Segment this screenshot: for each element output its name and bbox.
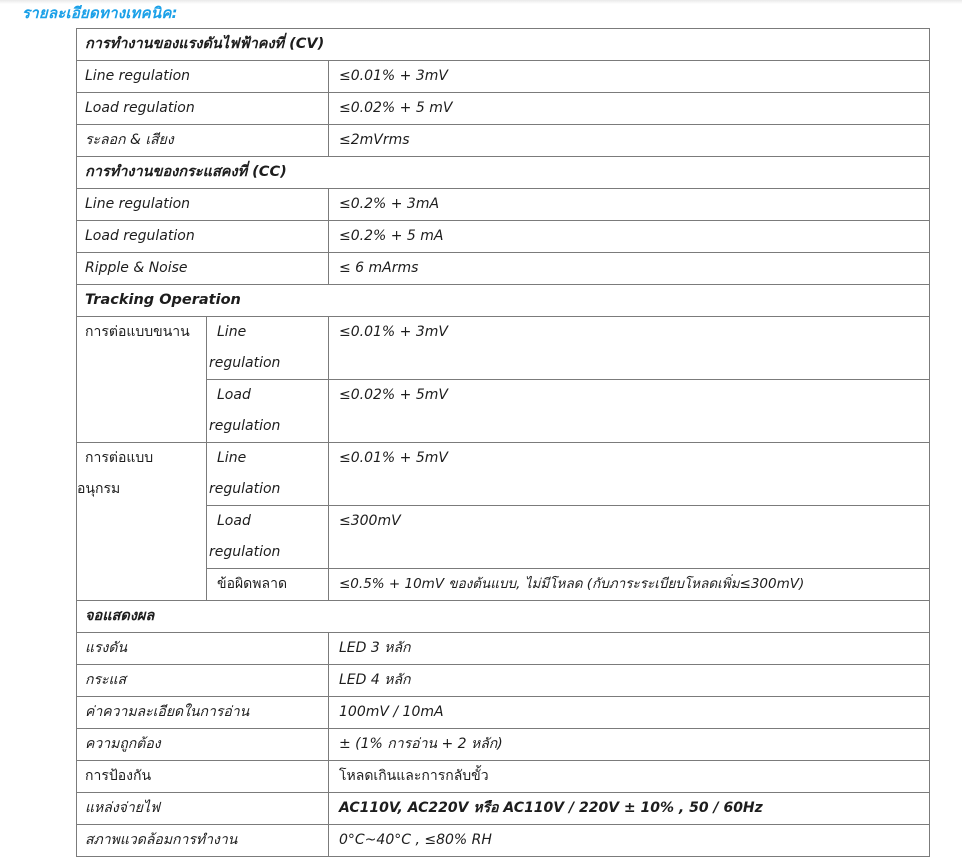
row-value: ≤0.5% + 10mV ของต้นแบบ, ไม่มีโหลด (กับภาระระเบียบโหลดเพิ่ม≤300mV) xyxy=(329,569,930,601)
sub-label-line1: Load xyxy=(217,513,251,529)
section-row-cc xyxy=(77,157,930,189)
row-label: Load regulation xyxy=(77,221,329,253)
row-label: ค่าความละเอียดในการอ่าน xyxy=(77,697,329,729)
row-label: Line regulation xyxy=(77,61,329,93)
group-label-series xyxy=(77,443,207,601)
row-label: ระลอก & เสียง xyxy=(77,125,329,157)
table-row xyxy=(77,317,930,380)
sub-label xyxy=(207,569,329,601)
table-row xyxy=(77,61,930,93)
row-value: 0°C~40°C , ≤80% RH xyxy=(329,825,930,857)
section-row-tracking xyxy=(77,285,930,317)
sub-label-line2: regulation xyxy=(209,418,281,434)
sub-label xyxy=(207,506,329,569)
section-row-display xyxy=(77,601,930,633)
row-label: ความถูกต้อง xyxy=(77,729,329,761)
row-value: ≤0.01% + 5mV xyxy=(329,443,930,506)
section-title-tracking: Tracking Operation xyxy=(77,285,930,317)
row-value: AC110V, AC220V หรือ AC110V / 220V ± 10% , 50 / 60Hz xyxy=(329,793,930,825)
sub-label-line1: Line xyxy=(217,450,247,466)
table-row xyxy=(77,443,930,506)
row-label: Load regulation xyxy=(77,93,329,125)
table-row xyxy=(77,761,930,793)
page-heading: รายละเอียดทางเทคนิค: xyxy=(22,4,178,22)
row-value: LED 3 หลัก xyxy=(329,633,930,665)
row-value: ≤2mVrms xyxy=(329,125,930,157)
row-label: แรงดัน xyxy=(77,633,329,665)
sub-label xyxy=(207,317,329,380)
row-value: ≤300mV xyxy=(329,506,930,569)
section-row-cv xyxy=(77,29,930,61)
row-value: ≤0.2% + 3mA xyxy=(329,189,930,221)
table-row xyxy=(77,221,930,253)
sub-label-line2: regulation xyxy=(209,481,281,497)
sub-label xyxy=(207,380,329,443)
table-row xyxy=(77,253,930,285)
table-row xyxy=(77,633,930,665)
row-value: โหลดเกินและการกลับขั้ว xyxy=(329,761,930,793)
group-label-parallel: การต่อแบบขนาน xyxy=(77,317,207,443)
row-label: สภาพแวดล้อมการทำงาน xyxy=(77,825,329,857)
section-title-cc: การทำงานของกระแสคงที่ (CC) xyxy=(77,157,930,189)
row-value: 100mV / 10mA xyxy=(329,697,930,729)
table-row xyxy=(77,125,930,157)
table-row xyxy=(77,793,930,825)
table-row xyxy=(77,93,930,125)
row-label: กระแส xyxy=(77,665,329,697)
row-value: ≤ 6 mArms xyxy=(329,253,930,285)
row-value: LED 4 หลัก xyxy=(329,665,930,697)
row-value: ≤0.02% + 5mV xyxy=(329,380,930,443)
row-value: ± (1% การอ่าน + 2 หลัก) xyxy=(329,729,930,761)
row-label: แหล่งจ่ายไฟ xyxy=(77,793,329,825)
error-label: ข้อผิดพลาด xyxy=(217,576,288,592)
row-value: ≤0.01% + 3mV xyxy=(329,61,930,93)
table-row xyxy=(77,697,930,729)
spec-table xyxy=(76,28,930,857)
sub-label-line1: Line xyxy=(217,324,247,340)
sub-label-line1: Load xyxy=(217,387,251,403)
group-label-series-line1: การต่อแบบ xyxy=(85,450,154,466)
section-title-display: จอแสดงผล xyxy=(77,601,930,633)
sub-label xyxy=(207,443,329,506)
section-title-cv: การทำงานของแรงดันไฟฟ้าคงที่ (CV) xyxy=(77,29,930,61)
table-row xyxy=(77,189,930,221)
row-label: Ripple & Noise xyxy=(77,253,329,285)
sub-label-line2: regulation xyxy=(209,544,281,560)
row-value: ≤0.02% + 5 mV xyxy=(329,93,930,125)
table-row xyxy=(77,729,930,761)
sub-label-line2: regulation xyxy=(209,355,281,371)
row-label: การป้องกัน xyxy=(77,761,329,793)
row-label: Line regulation xyxy=(77,189,329,221)
table-row xyxy=(77,665,930,697)
table-row xyxy=(77,825,930,857)
row-value: ≤0.2% + 5 mA xyxy=(329,221,930,253)
group-label-series-line2: อนุกรม xyxy=(77,481,121,497)
row-value: ≤0.01% + 3mV xyxy=(329,317,930,380)
